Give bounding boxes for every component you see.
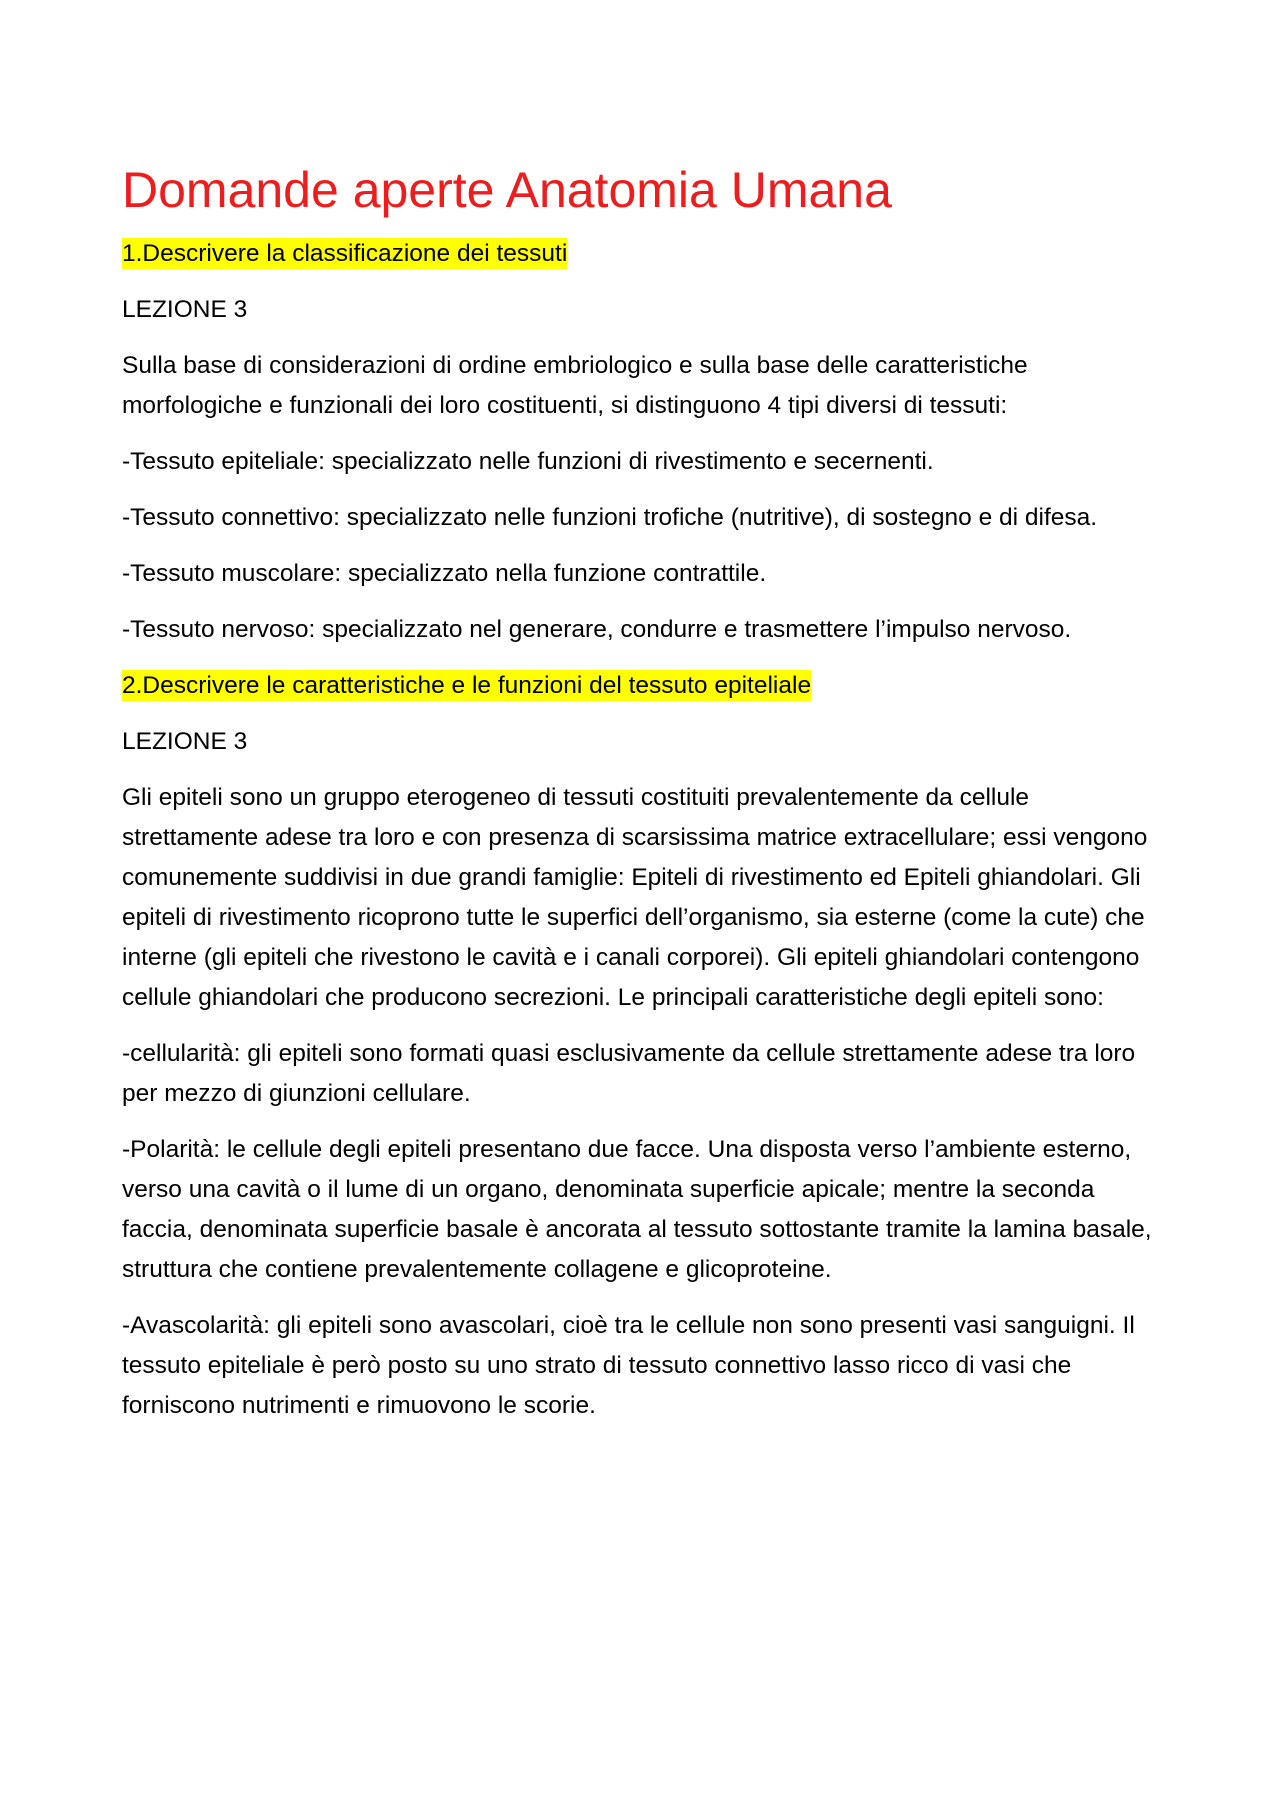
section-1-paragraph: Sulla base di considerazioni di ordine embriologico e sulla base delle caratteristiche morfologiche e funzionali dei loro costituenti, si distinguono 4 tipi diversi di tessuti: <box>122 352 1028 419</box>
section-1-paragraph: -Tessuto connettivo: specializzato nelle funzioni trofiche (nutritive), di sostegno e di difesa. <box>122 504 1098 531</box>
section-1-lesson: LEZIONE 3 <box>122 296 248 323</box>
section-1-paragraph: -Tessuto muscolare: specializzato nella funzione contrattile. <box>122 560 767 587</box>
section-2-heading: 2.Descrivere le caratteristiche e le funzioni del tessuto epiteliale <box>122 672 812 699</box>
section-2-paragraph: -Polarità: le cellule degli epiteli presentano due facce. Una disposta verso l’ambiente esterno, verso una cavità o il lume di un organo, denominata superficie apicale; mentre la seconda faccia, denominata superficie basale è ancorata al tessuto sottostante tramite la lamina basale, struttura che contiene prevalentemente collagene e glicoproteine. <box>122 1136 1152 1283</box>
section-2 <box>122 666 1160 1426</box>
section-1 <box>122 234 1160 650</box>
section-2-paragraph: Gli epiteli sono un gruppo eterogeneo di tessuti costituiti prevalentemente da cellule strettamente adese tra loro e con presenza di scarsissima matrice extracellulare; essi vengono comunemente suddivisi in due grandi famiglie: Epiteli di rivestimento ed Epiteli ghiandolari. Gli epiteli di rivestimento ricoprono tutte le superfici dell’organismo, sia esterne (come la cute) che interne (gli epiteli che rivestono le cavità e i canali corporei). Gli epiteli ghiandolari contengono cellule ghiandolari che producono secrezioni. Le principali caratteristiche degli epiteli sono: <box>122 784 1148 1011</box>
document-title: Domande aperte Anatomia Umana <box>122 162 892 218</box>
section-2-paragraph: -Avascolarità: gli epiteli sono avascolari, cioè tra le cellule non sono presenti vasi sanguigni. Il tessuto epiteliale è però posto su uno strato di tessuto connettivo lasso ricco di vasi che forniscono nutrimenti e rimuovono le scorie. <box>122 1312 1135 1419</box>
section-2-paragraph: -cellularità: gli epiteli sono formati quasi esclusivamente da cellule strettamente adese tra loro per mezzo di giunzioni cellulare. <box>122 1040 1136 1107</box>
section-2-lesson: LEZIONE 3 <box>122 728 248 755</box>
section-1-paragraph: -Tessuto nervoso: specializzato nel generare, condurre e trasmettere l’impulso nervoso. <box>122 616 1072 643</box>
section-1-heading: 1.Descrivere la classificazione dei tessuti <box>122 240 568 267</box>
section-1-paragraph: -Tessuto epiteliale: specializzato nelle funzioni di rivestimento e secernenti. <box>122 448 934 475</box>
